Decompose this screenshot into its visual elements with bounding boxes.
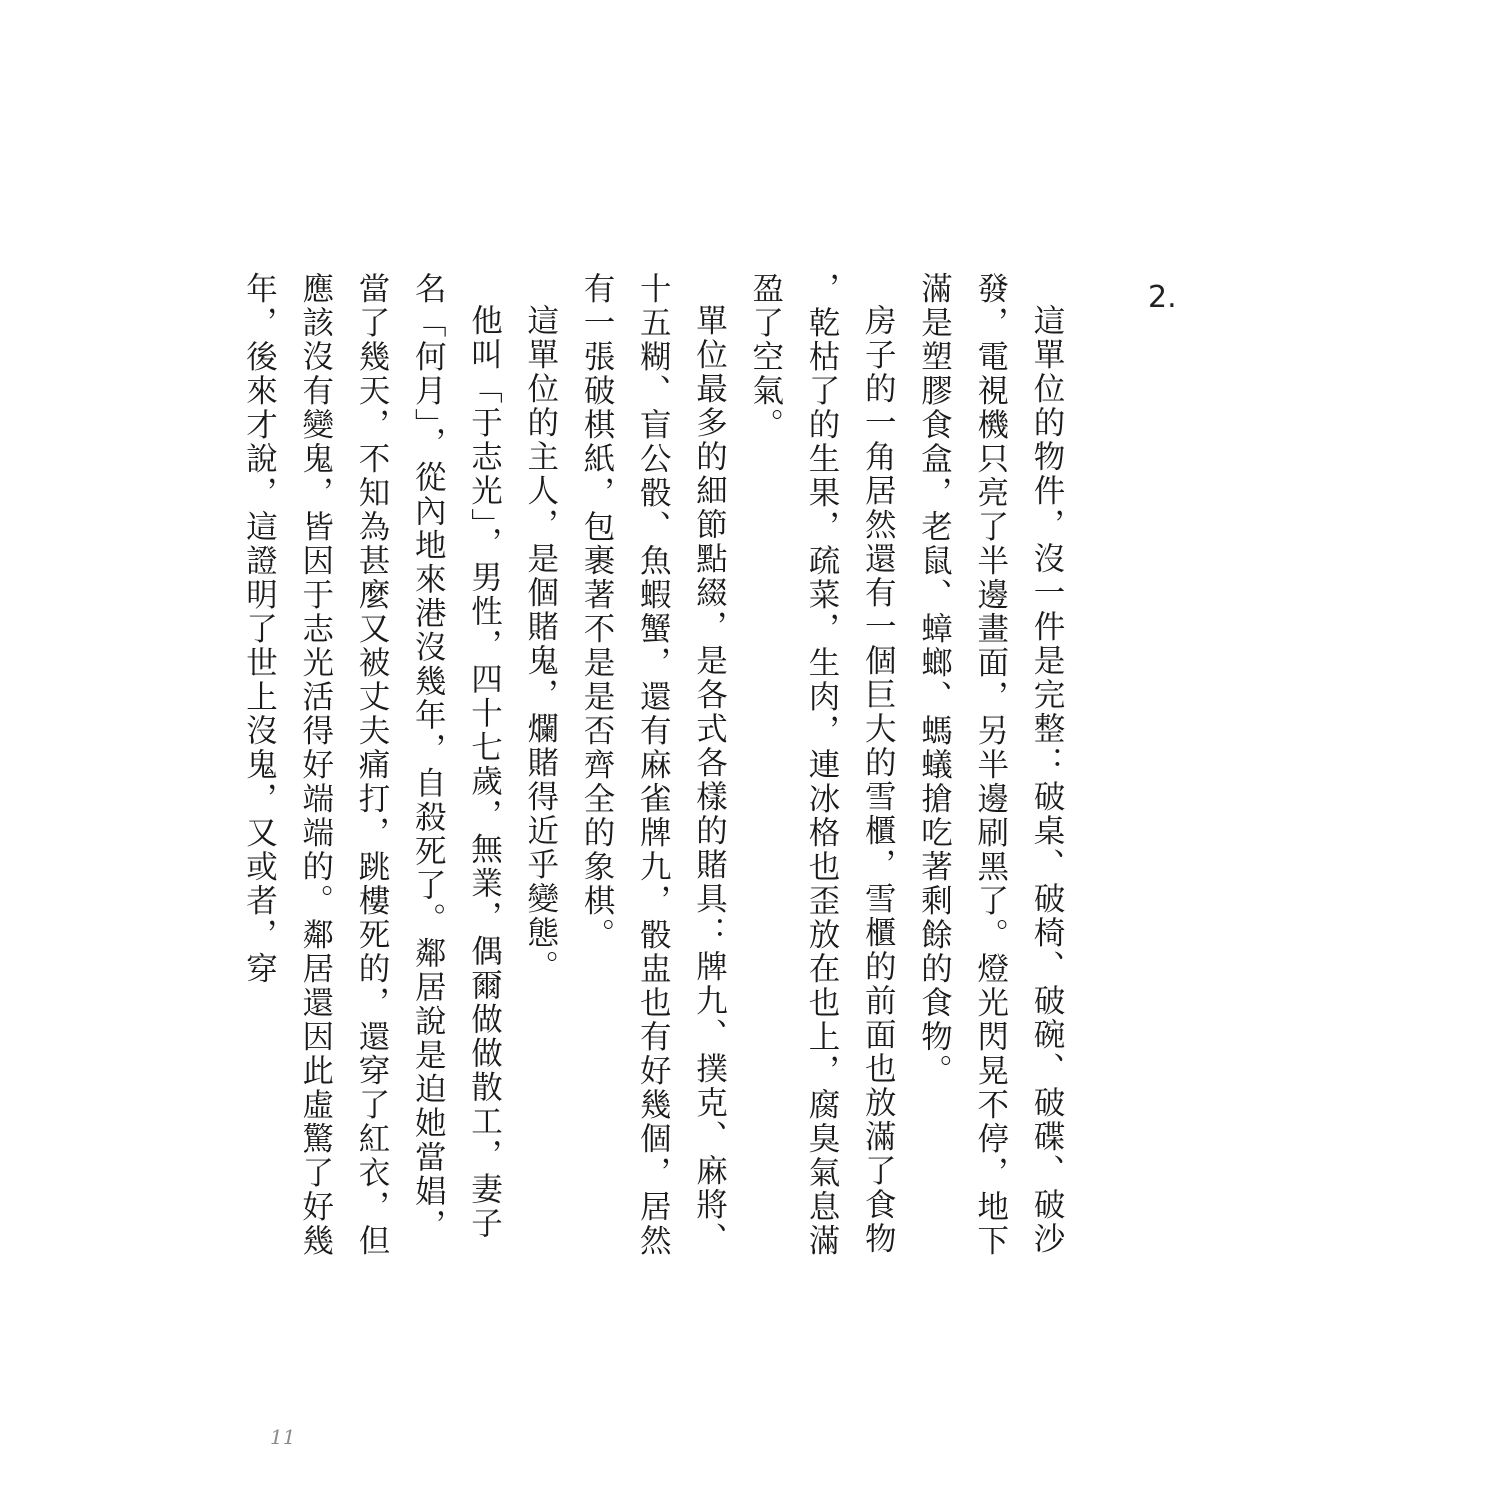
paragraph: 這單位的主人，是個賭鬼，爛賭得近乎變態。 <box>522 303 559 984</box>
page-number: 11 <box>270 1425 296 1449</box>
body-text <box>231 272 1075 1262</box>
section-number: 2. <box>1148 280 1177 315</box>
paragraph: 房子的一角居然還有一個巨大的雪櫃，雪櫃的前面也放滿了食物，乾枯了的生果，疏菜，生肉，連冰格也歪放在也上，腐臭氣息滿盈了空氣。 <box>747 272 897 1258</box>
paragraph: 他叫「于志光」，男性，四十七歲，無業，偶爾做做散工，妻子名「何月」，從內地來港沒幾年，自殺死了。鄰居說是迫她當娼，當了幾天，不知為甚麼又被丈夫痛打，跳樓死的，還穿了紅衣，但應該沒有變鬼，皆因于志光活得好端端的。鄰居還因此虛驚了好幾年，後來才說，這證明了世上沒鬼，又或者，穿 <box>241 272 503 1258</box>
paragraph: 這單位的物件，沒一件是完整：破桌、破椅、破碗、破碟、破沙發，電視機只亮了半邊畫面，另半邊刷黑了。燈光閃晃不停，地下滿是塑膠食盒，老鼠、蟑螂、螞蟻搶吃著剩餘的食物。 <box>916 272 1065 1258</box>
paragraph: 單位最多的細節點綴，是各式各樣的賭具：牌九、撲克、麻將、十五糊、盲公骰、魚蝦蟹，還有麻雀牌九，骰盅也有好幾個，居然有一張破棋紙，包裹著不是是否齊全的象棋。 <box>579 272 728 1258</box>
